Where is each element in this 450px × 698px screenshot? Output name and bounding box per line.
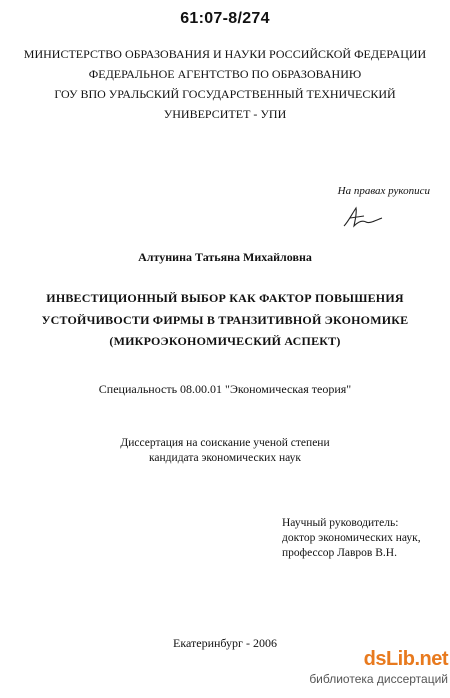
catalog-code: 61:07-8/274 [180, 10, 270, 27]
rights-note: На правах рукописи [337, 185, 430, 197]
watermark-logo: dsLib.net [363, 648, 448, 670]
dissertation-line-2: кандидата экономических наук [149, 452, 301, 464]
advisor-label: Научный руководитель: [282, 517, 399, 529]
advisor-name: профессор Лавров В.Н. [282, 547, 397, 559]
org-line-university: ГОУ ВПО УРАЛЬСКИЙ ГОСУДАРСТВЕННЫЙ ТЕХНИЧЕСКИЙ [54, 87, 396, 101]
dissertation-line-1: Диссертация на соискание ученой степени [120, 437, 330, 449]
city-year: Екатеринбург - 2006 [173, 636, 277, 650]
handwritten-signature [342, 204, 392, 230]
org-line-university-cont: УНИВЕРСИТЕТ - УПИ [163, 107, 287, 121]
title-line-3: (МИКРОЭКОНОМИЧЕСКИЙ АСПЕКТ) [109, 334, 341, 348]
title-line-2: УСТОЙЧИВОСТИ ФИРМЫ В ТРАНЗИТИВНОЙ ЭКОНОМИКЕ [41, 313, 409, 327]
author-name: Алтунина Татьяна Михайловна [138, 250, 312, 264]
specialty: Специальность 08.00.01 "Экономическая теория" [98, 382, 352, 396]
watermark-subtitle: библиотека диссертаций [309, 672, 448, 686]
advisor-degree: доктор экономических наук, [282, 532, 421, 544]
org-line-ministry: МИНИСТЕРСТВО ОБРАЗОВАНИЯ И НАУКИ РОССИЙСКОЙ ФЕДЕРАЦИИ [23, 47, 427, 61]
org-line-agency: ФЕДЕРАЛЬНОЕ АГЕНТСТВО ПО ОБРАЗОВАНИЮ [88, 67, 362, 81]
title-line-1: ИНВЕСТИЦИОННЫЙ ВЫБОР КАК ФАКТОР ПОВЫШЕНИЯ [46, 291, 404, 305]
